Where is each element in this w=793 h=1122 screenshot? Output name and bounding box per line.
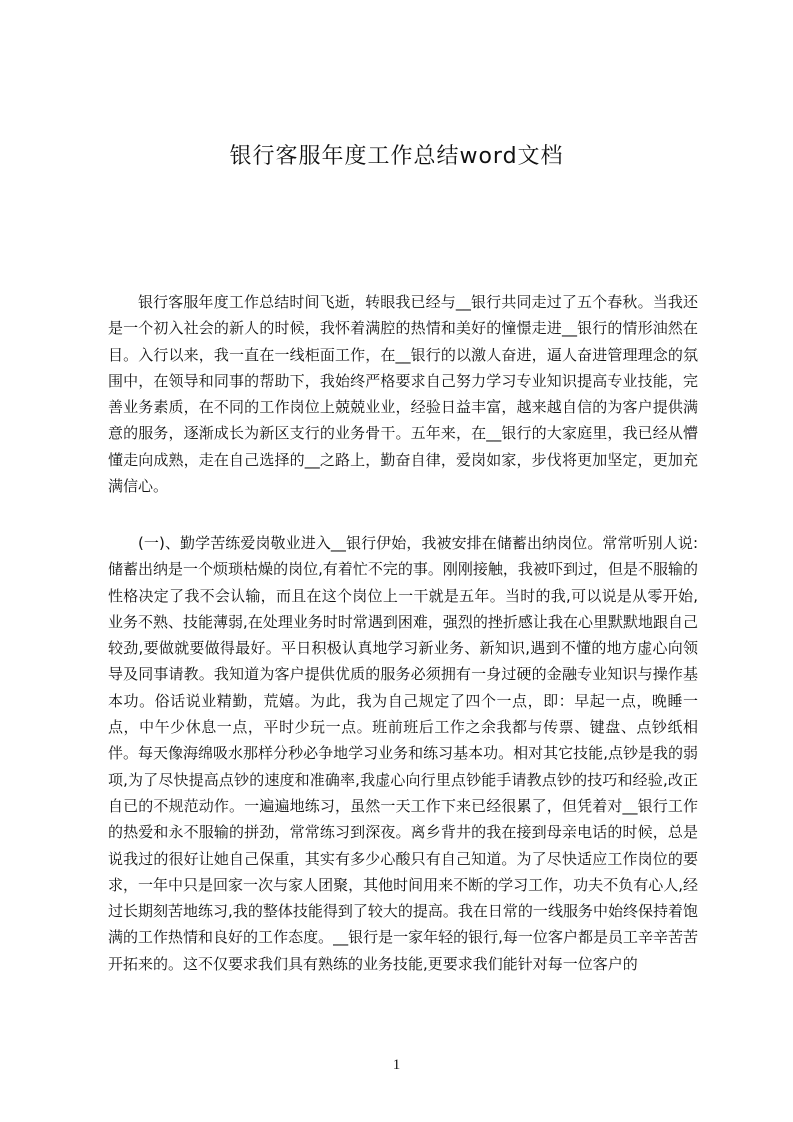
document-title: 银行客服年度工作总结word文档 xyxy=(229,144,564,169)
page-number: 1 xyxy=(392,1057,401,1073)
body-paragraph-section-one: (一)、勤学苦练爱岗敬业进入__银行伊始，我被安排在储蓄出纳岗位。常常听别人说:储蓄出纳是一个烦琐枯燥的岗位,有着忙不完的事。刚刚接触，我被吓到过，但是不服输的性格决定了我不会认输，而且在这个岗位上一干就是五年。当时的我,可以说是从零开始,业务不熟、技能薄弱,在处理业务时时常遇到困难，强烈的挫折感让我在心里默默地跟自己较劲,要做就要做得最好。平日积极认真地学习新业务、新知识,遇到不懂的地方虚心向领导及同事请教。我知道为客户提供优质的服务必须拥有一身过硬的金融专业知识与操作基本功。俗话说业精勤，荒嬉。为此，我为自己规定了四个一点，即：早起一点，晚睡一点，中午少休息一点，平时少玩一点。班前班后工作之余我都与传票、键盘、点钞纸相伴。每天像海绵吸水那样分秒必争地学习业务和练习基本功。相对其它技能,点钞是我的弱项,为了尽快提高点钞的速度和准确率,我虚心向行里点钞能手请教点钞的技巧和经验,改正自已的不规范动作。一遍遍地练习，虽然一天工作下来已经很累了，但凭着对__银行工作的热爱和永不服输的拼劲，常常练习到深夜。离乡背井的我在接到母亲电话的时候，总是说我过的很好让她自己保重，其实有多少心酸只有自己知道。为了尽快适应工作岗位的要求，一年中只是回家一次与家人团聚，其他时间用来不断的学习工作，功夫不负有心人,经过长期刻苦地练习,我的整体技能得到了较大的提高。我在日常的一线服务中始终保持着饱满的工作热情和良好的工作态度。__银行是一家年轻的银行,每一位客户都是员工辛辛苦苦开拓来的。这不仅要求我们具有熟练的业务技能,更要求我们能针对每一位客户的 xyxy=(108,534,698,973)
body-paragraph-intro: 银行客服年度工作总结时间飞逝，转眼我已经与__银行共同走过了五个春秋。当我还是一个初入社会的新人的时候，我怀着满腔的热情和美好的憧憬走进__银行的情形油然在目。入行以来，我一直在一线柜面工作，在__银行的以激人奋进，逼人奋进管理理念的氛围中，在领导和同事的帮助下，我始终严格要求自己努力学习专业知识提高专业技能，完善业务素质，在不同的工作岗位上兢兢业业，经验日益丰富，越来越自信的为客户提供满意的服务，逐渐成长为新区支行的业务骨干。五年来，在__银行的大家庭里，我已经从懵懂走向成熟，走在自己选择的__之路上，勤奋自律，爱岗如家，步伐将更加坚定，更加充满信心。 xyxy=(108,293,698,496)
